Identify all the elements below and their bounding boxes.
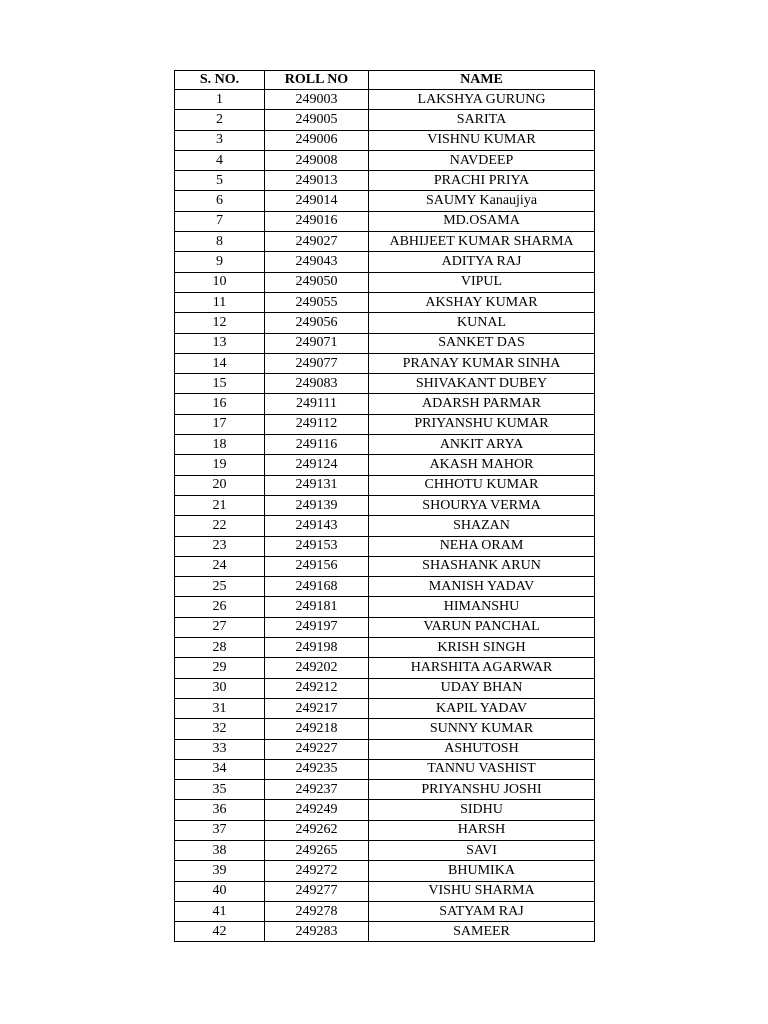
roll-number-cell: 249272 <box>265 861 369 881</box>
roll-number-cell: 249008 <box>265 150 369 170</box>
name-cell: SAUMY Kanaujiya <box>369 191 595 211</box>
roll-number-cell: 249218 <box>265 719 369 739</box>
header-name: NAME <box>369 71 595 90</box>
roll-number-cell: 249198 <box>265 638 369 658</box>
roll-number-cell: 249005 <box>265 110 369 130</box>
table-row <box>175 374 595 394</box>
roll-number-cell: 249112 <box>265 414 369 434</box>
roll-number-cell: 249043 <box>265 252 369 272</box>
name-cell: VISHU SHARMA <box>369 881 595 901</box>
name-cell: SHAZAN <box>369 516 595 536</box>
serial-number-cell: 16 <box>175 394 265 414</box>
roll-number-cell: 249202 <box>265 658 369 678</box>
name-cell: HIMANSHU <box>369 597 595 617</box>
serial-number-cell: 32 <box>175 719 265 739</box>
table-body <box>175 90 595 942</box>
serial-number-cell: 24 <box>175 556 265 576</box>
table-row <box>175 171 595 191</box>
roll-number-cell: 249111 <box>265 394 369 414</box>
serial-number-cell: 38 <box>175 840 265 860</box>
name-cell: NAVDEEP <box>369 150 595 170</box>
table-row <box>175 556 595 576</box>
roll-number-cell: 249013 <box>265 171 369 191</box>
roll-number-cell: 249217 <box>265 698 369 718</box>
name-cell: TANNU VASHIST <box>369 759 595 779</box>
serial-number-cell: 34 <box>175 759 265 779</box>
roll-number-cell: 249055 <box>265 292 369 312</box>
name-cell: SHASHANK ARUN <box>369 556 595 576</box>
serial-number-cell: 40 <box>175 881 265 901</box>
serial-number-cell: 3 <box>175 130 265 150</box>
table-row <box>175 739 595 759</box>
serial-number-cell: 18 <box>175 435 265 455</box>
table-row <box>175 90 595 110</box>
serial-number-cell: 36 <box>175 800 265 820</box>
name-cell: HARSH <box>369 820 595 840</box>
roll-number-cell: 249124 <box>265 455 369 475</box>
table-row <box>175 759 595 779</box>
name-cell: VIPUL <box>369 272 595 292</box>
name-cell: KAPIL YADAV <box>369 698 595 718</box>
serial-number-cell: 21 <box>175 495 265 515</box>
table-row <box>175 394 595 414</box>
name-cell: NEHA ORAM <box>369 536 595 556</box>
table-row <box>175 861 595 881</box>
serial-number-cell: 20 <box>175 475 265 495</box>
serial-number-cell: 11 <box>175 292 265 312</box>
roll-number-cell: 249003 <box>265 90 369 110</box>
roll-number-cell: 249131 <box>265 475 369 495</box>
name-cell: BHUMIKA <box>369 861 595 881</box>
table-row <box>175 150 595 170</box>
serial-number-cell: 19 <box>175 455 265 475</box>
name-cell: KRISH SINGH <box>369 638 595 658</box>
name-cell: PRACHI PRIYA <box>369 171 595 191</box>
roll-number-cell: 249277 <box>265 881 369 901</box>
name-cell: SANKET DAS <box>369 333 595 353</box>
name-cell: SAMEER <box>369 922 595 942</box>
table-row <box>175 678 595 698</box>
serial-number-cell: 14 <box>175 353 265 373</box>
name-cell: ADITYA RAJ <box>369 252 595 272</box>
name-cell: UDAY BHAN <box>369 678 595 698</box>
roll-number-cell: 249227 <box>265 739 369 759</box>
roll-number-cell: 249153 <box>265 536 369 556</box>
header-serial-number: S. NO. <box>175 71 265 90</box>
table-row <box>175 577 595 597</box>
table-row <box>175 313 595 333</box>
table-row <box>175 881 595 901</box>
name-cell: AKSHAY KUMAR <box>369 292 595 312</box>
name-cell: SUNNY KUMAR <box>369 719 595 739</box>
roll-number-cell: 249077 <box>265 353 369 373</box>
roll-number-cell: 249014 <box>265 191 369 211</box>
roll-number-cell: 249249 <box>265 800 369 820</box>
serial-number-cell: 17 <box>175 414 265 434</box>
table-row <box>175 922 595 942</box>
name-cell: ADARSH PARMAR <box>369 394 595 414</box>
name-cell: MD.OSAMA <box>369 211 595 231</box>
name-cell: SHIVAKANT DUBEY <box>369 374 595 394</box>
header-row <box>175 71 595 90</box>
name-cell: CHHOTU KUMAR <box>369 475 595 495</box>
roll-number-cell: 249083 <box>265 374 369 394</box>
serial-number-cell: 15 <box>175 374 265 394</box>
serial-number-cell: 22 <box>175 516 265 536</box>
name-cell: LAKSHYA GURUNG <box>369 90 595 110</box>
serial-number-cell: 42 <box>175 922 265 942</box>
roll-number-cell: 249265 <box>265 840 369 860</box>
serial-number-cell: 13 <box>175 333 265 353</box>
name-cell: KUNAL <box>369 313 595 333</box>
serial-number-cell: 5 <box>175 171 265 191</box>
serial-number-cell: 41 <box>175 901 265 921</box>
name-cell: PRIYANSHU KUMAR <box>369 414 595 434</box>
table-row <box>175 475 595 495</box>
serial-number-cell: 23 <box>175 536 265 556</box>
table-row <box>175 232 595 252</box>
serial-number-cell: 12 <box>175 313 265 333</box>
table-row <box>175 800 595 820</box>
roll-number-cell: 249156 <box>265 556 369 576</box>
roll-number-cell: 249237 <box>265 780 369 800</box>
name-cell: ASHUTOSH <box>369 739 595 759</box>
table-row <box>175 130 595 150</box>
table-row <box>175 333 595 353</box>
serial-number-cell: 28 <box>175 638 265 658</box>
name-cell: PRANAY KUMAR SINHA <box>369 353 595 373</box>
roll-number-cell: 249050 <box>265 272 369 292</box>
table-row <box>175 719 595 739</box>
name-cell: SHOURYA VERMA <box>369 495 595 515</box>
table-header <box>175 71 595 90</box>
table-row <box>175 353 595 373</box>
serial-number-cell: 2 <box>175 110 265 130</box>
serial-number-cell: 39 <box>175 861 265 881</box>
name-cell: ANKIT ARYA <box>369 435 595 455</box>
roll-number-cell: 249168 <box>265 577 369 597</box>
table-row <box>175 414 595 434</box>
serial-number-cell: 4 <box>175 150 265 170</box>
name-cell: VISHNU KUMAR <box>369 130 595 150</box>
table-row <box>175 698 595 718</box>
serial-number-cell: 7 <box>175 211 265 231</box>
name-cell: AKASH MAHOR <box>369 455 595 475</box>
roll-number-cell: 249027 <box>265 232 369 252</box>
serial-number-cell: 25 <box>175 577 265 597</box>
name-cell: SATYAM RAJ <box>369 901 595 921</box>
table-row <box>175 536 595 556</box>
name-cell: SARITA <box>369 110 595 130</box>
table-row <box>175 435 595 455</box>
roll-number-cell: 249006 <box>265 130 369 150</box>
serial-number-cell: 37 <box>175 820 265 840</box>
roll-number-cell: 249197 <box>265 617 369 637</box>
table-row <box>175 658 595 678</box>
name-cell: MANISH YADAV <box>369 577 595 597</box>
serial-number-cell: 1 <box>175 90 265 110</box>
name-cell: SAVI <box>369 840 595 860</box>
serial-number-cell: 27 <box>175 617 265 637</box>
roll-number-cell: 249181 <box>265 597 369 617</box>
name-cell: SIDHU <box>369 800 595 820</box>
table-row <box>175 252 595 272</box>
serial-number-cell: 26 <box>175 597 265 617</box>
name-cell: ABHIJEET KUMAR SHARMA <box>369 232 595 252</box>
table-row <box>175 191 595 211</box>
table-row <box>175 820 595 840</box>
roll-number-cell: 249116 <box>265 435 369 455</box>
serial-number-cell: 29 <box>175 658 265 678</box>
table-row <box>175 455 595 475</box>
serial-number-cell: 9 <box>175 252 265 272</box>
name-cell: PRIYANSHU JOSHI <box>369 780 595 800</box>
roll-number-cell: 249283 <box>265 922 369 942</box>
roll-number-cell: 249262 <box>265 820 369 840</box>
student-roll-table <box>174 70 595 942</box>
table-row <box>175 901 595 921</box>
serial-number-cell: 10 <box>175 272 265 292</box>
header-roll-number: ROLL NO <box>265 71 369 90</box>
serial-number-cell: 33 <box>175 739 265 759</box>
table-row <box>175 516 595 536</box>
roll-number-cell: 249056 <box>265 313 369 333</box>
serial-number-cell: 35 <box>175 780 265 800</box>
table-row <box>175 780 595 800</box>
roll-number-cell: 249016 <box>265 211 369 231</box>
roll-number-cell: 249212 <box>265 678 369 698</box>
roll-number-cell: 249071 <box>265 333 369 353</box>
serial-number-cell: 6 <box>175 191 265 211</box>
table-row <box>175 110 595 130</box>
table-row <box>175 840 595 860</box>
table-row <box>175 495 595 515</box>
roll-number-cell: 249143 <box>265 516 369 536</box>
serial-number-cell: 31 <box>175 698 265 718</box>
serial-number-cell: 30 <box>175 678 265 698</box>
table-row <box>175 638 595 658</box>
table-row <box>175 617 595 637</box>
serial-number-cell: 8 <box>175 232 265 252</box>
name-cell: HARSHITA AGARWAR <box>369 658 595 678</box>
table-row <box>175 272 595 292</box>
roll-number-cell: 249235 <box>265 759 369 779</box>
roll-number-cell: 249139 <box>265 495 369 515</box>
roll-number-cell: 249278 <box>265 901 369 921</box>
name-cell: VARUN PANCHAL <box>369 617 595 637</box>
table-row <box>175 211 595 231</box>
table-row <box>175 597 595 617</box>
table-row <box>175 292 595 312</box>
